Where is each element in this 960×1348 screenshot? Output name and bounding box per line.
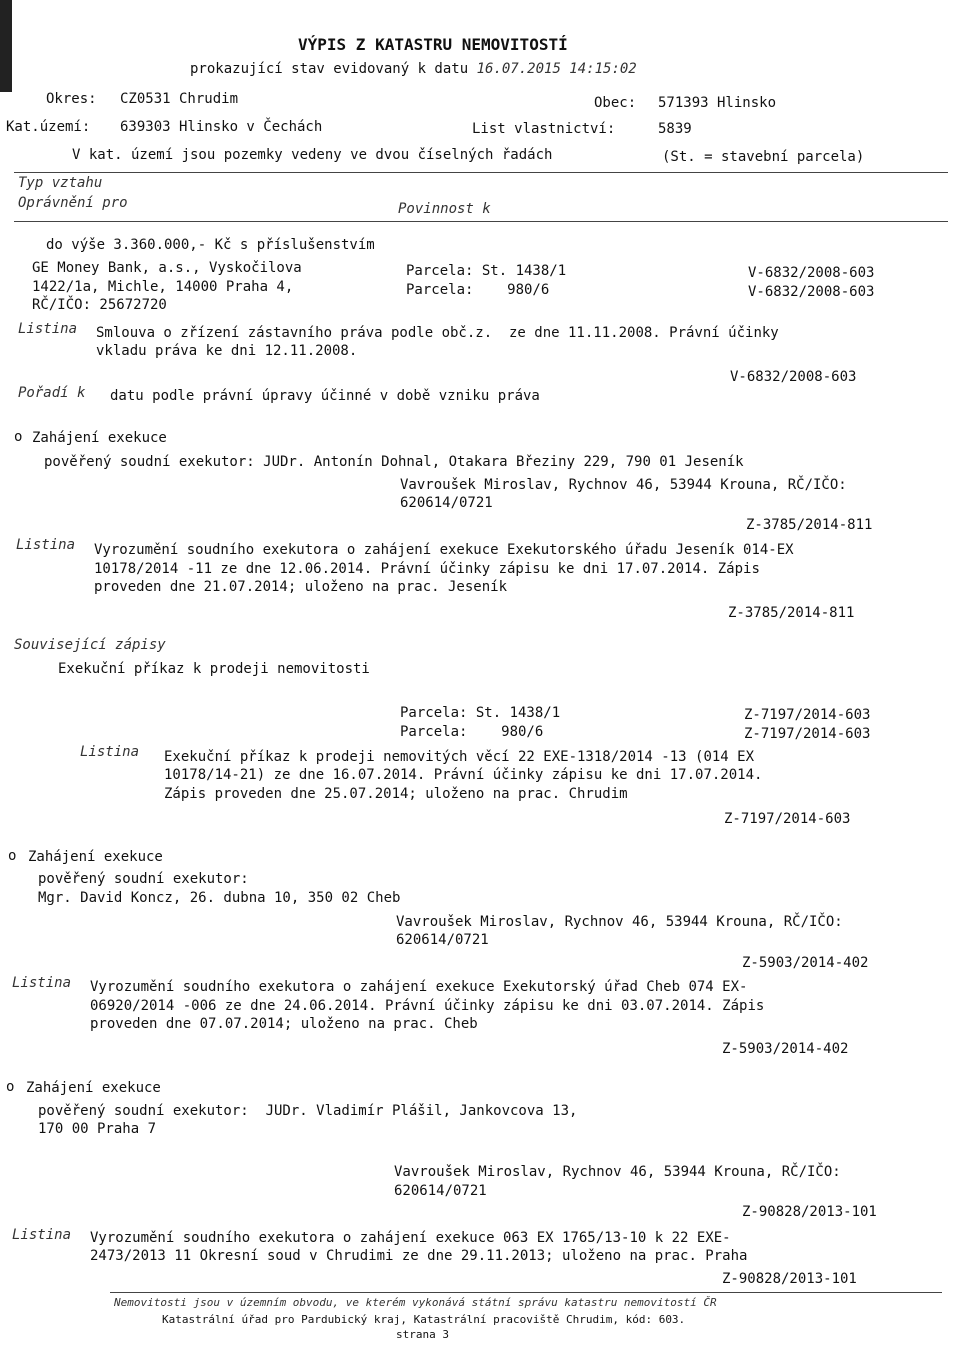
header-divider: [14, 172, 948, 173]
column-opravneni-pro: Oprávnění pro: [18, 195, 128, 211]
entry2-ref-b: Z-3785/2014-811: [728, 605, 855, 621]
katuzemi-label: Kat.území:: [6, 119, 91, 135]
katuzemi-value: 639303 Hlinsko v Čechách: [120, 119, 323, 135]
obec-label: Obec:: [594, 95, 637, 111]
entry2-title: Zahájení exekuce: [32, 430, 167, 446]
entry2-executor: pověřený soudní exekutor: JUDr. Antonín Dohnal, Otakara Březiny 229, 790 01 Jeseník: [44, 454, 744, 470]
footer-divider: [110, 1292, 942, 1293]
entry1-ref-2: V-6832/2008-603: [748, 284, 875, 300]
entry2-sref-3: Z-7197/2014-603: [724, 811, 851, 827]
entry2-slistina-line3: Zápis proveden dne 25.07.2014; uloženo na prac. Chrudim: [164, 786, 628, 802]
page-number: strana 3: [396, 1328, 449, 1341]
footer-line2: Katastrální úřad pro Pardubický kraj, Katastrální pracoviště Chrudim, kód: 603.: [162, 1313, 686, 1326]
entry4-debtor-line1: Vavroušek Miroslav, Rychnov 46, 53944 Krouna, RČ/IČO:: [394, 1164, 841, 1180]
parcel-series-legend: (St. = stavební parcela): [662, 149, 865, 165]
entry3-executor-line1: pověřený soudní exekutor:: [38, 871, 249, 887]
entry3-listina-line3: proveden dne 07.07.2014; uloženo na prac. Cheb: [90, 1016, 478, 1032]
entry3-ref-a: Z-5903/2014-402: [742, 955, 869, 971]
entry3-debtor-line2: 620614/0721: [396, 932, 489, 948]
entry3-debtor-line1: Vavroušek Miroslav, Rychnov 46, 53944 Krouna, RČ/IČO:: [396, 914, 843, 930]
entry1-ref-1: V-6832/2008-603: [748, 265, 875, 281]
report-date: 16.07.2015 14:15:02: [476, 61, 637, 77]
entry4-debtor-line2: 620614/0721: [394, 1183, 487, 1199]
parcel-series-note: V kat. území jsou pozemky vedeny ve dvou číselných řadách: [72, 147, 553, 163]
entry1-creditor-line1: GE Money Bank, a.s., Vyskočilova: [32, 260, 302, 276]
lv-value: 5839: [658, 121, 692, 137]
entry1-parcel-1: Parcela: St. 1438/1: [406, 263, 567, 279]
entry1-poradi-label: Pořadí k: [18, 385, 86, 401]
entry4-executor-line1: pověřený soudní exekutor: JUDr. Vladimír Plášil, Jankovcova 13,: [38, 1103, 578, 1119]
column-povinnost-k: Povinnost k: [398, 201, 491, 217]
entry1-listina-line1: Smlouva o zřízení zástavního práva podle obč.z. ze dne 11.11.2008. Právní účinky: [96, 325, 779, 341]
document-title: VÝPIS Z KATASTRU NEMOVITOSTÍ: [298, 35, 568, 54]
column-typ-vztahu: Typ vztahu: [18, 175, 103, 191]
entry2-souvisejici-title: Exekuční příkaz k prodeji nemovitosti: [58, 661, 370, 677]
entry2-ref-a: Z-3785/2014-811: [746, 517, 873, 533]
entry4-bullet: o: [6, 1079, 15, 1095]
lv-label: List vlastnictví:: [472, 121, 616, 137]
entry4-executor-line2: 170 00 Praha 7: [38, 1121, 157, 1137]
entry4-title: Zahájení exekuce: [26, 1080, 161, 1096]
footer-line1: Nemovitosti jsou v územním obvodu, ve kterém vykonává státní správu katastru nemovitostí ČR: [114, 1296, 717, 1309]
entry1-poradi-text: datu podle právní úpravy účinné v době vzniku práva: [110, 388, 540, 404]
entry1-parcel-2: Parcela: 980/6: [406, 282, 550, 298]
entry1-creditor-line2: 1422/1a, Michle, 14000 Praha 4,: [32, 279, 294, 295]
entry4-listina-line1: Vyrozumění soudního exekutora o zahájení exekuce 063 EX 1765/13-10 k 22 EXE-: [90, 1230, 731, 1246]
entry1-listina-ref: V-6832/2008-603: [730, 369, 857, 385]
entry2-listina-label: Listina: [16, 537, 76, 553]
columns-divider: [14, 221, 948, 222]
entry2-slistina-label: Listina: [80, 744, 140, 760]
entry3-listina-line2: 06920/2014 -006 ze dne 24.06.2014. Právní účinky zápisu ke dni 03.07.2014. Zápis: [90, 998, 765, 1014]
entry3-listina-label: Listina: [12, 975, 72, 991]
entry2-debtor-line2: 620614/0721: [400, 495, 493, 511]
entry1-listina-line2: vkladu práva ke dni 12.11.2008.: [96, 343, 358, 359]
entry2-debtor-line1: Vavroušek Miroslav, Rychnov 46, 53944 Krouna, RČ/IČO:: [400, 477, 847, 493]
obec-value: 571393 Hlinsko: [658, 95, 777, 111]
entry3-listina-line1: Vyrozumění soudního exekutora o zahájení exekuce Exekutorský úřad Cheb 074 EX-: [90, 979, 748, 995]
entry3-executor-line2: Mgr. David Koncz, 26. dubna 10, 350 02 Cheb: [38, 890, 401, 906]
entry2-souvisejici-label: Související zápisy: [14, 637, 166, 653]
entry1-listina-label: Listina: [18, 321, 78, 337]
entry1-creditor-line3: RČ/IČO: 25672720: [32, 297, 167, 313]
entry2-slistina-line2: 10178/14-21) ze dne 16.07.2014. Právní účinky zápisu ke dni 17.07.2014.: [164, 767, 763, 783]
document-subtitle: prokazující stav evidovaný k datu 16.07.2015 14:15:02: [190, 61, 637, 77]
entry4-listina-label: Listina: [12, 1227, 72, 1243]
entry3-title: Zahájení exekuce: [28, 849, 163, 865]
entry4-listina-line2: 2473/2013 11 Okresní soud v Chrudimi ze dne 29.11.2013; uloženo na prac. Praha: [90, 1248, 748, 1264]
entry2-bullet: o: [14, 429, 23, 445]
okres-value: CZ0531 Chrudim: [120, 91, 239, 107]
scan-edge-mark: [0, 0, 12, 92]
entry1-amount: do výše 3.360.000,- Kč s příslušenstvím: [46, 237, 375, 253]
entry2-sref-2: Z-7197/2014-603: [744, 726, 871, 742]
entry4-ref-b: Z-90828/2013-101: [722, 1271, 857, 1287]
entry2-sref-1: Z-7197/2014-603: [744, 707, 871, 723]
entry2-parcel-2: Parcela: 980/6: [400, 724, 544, 740]
entry4-ref-a: Z-90828/2013-101: [742, 1204, 877, 1220]
entry2-listina-line3: proveden dne 21.07.2014; uloženo na prac. Jeseník: [94, 579, 508, 595]
entry2-slistina-line1: Exekuční příkaz k prodeji nemovitých věcí 22 EXE-1318/2014 -13 (014 EX: [164, 749, 755, 765]
entry3-ref-b: Z-5903/2014-402: [722, 1041, 849, 1057]
entry2-listina-line1: Vyrozumění soudního exekutora o zahájení exekuce Exekutorského úřadu Jeseník 014-EX: [94, 542, 794, 558]
entry2-parcel-1: Parcela: St. 1438/1: [400, 705, 561, 721]
entry2-listina-line2: 10178/2014 -11 ze dne 12.06.2014. Právní účinky zápisu ke dni 17.07.2014. Zápis: [94, 561, 760, 577]
entry3-bullet: o: [8, 848, 17, 864]
okres-label: Okres:: [46, 91, 97, 107]
